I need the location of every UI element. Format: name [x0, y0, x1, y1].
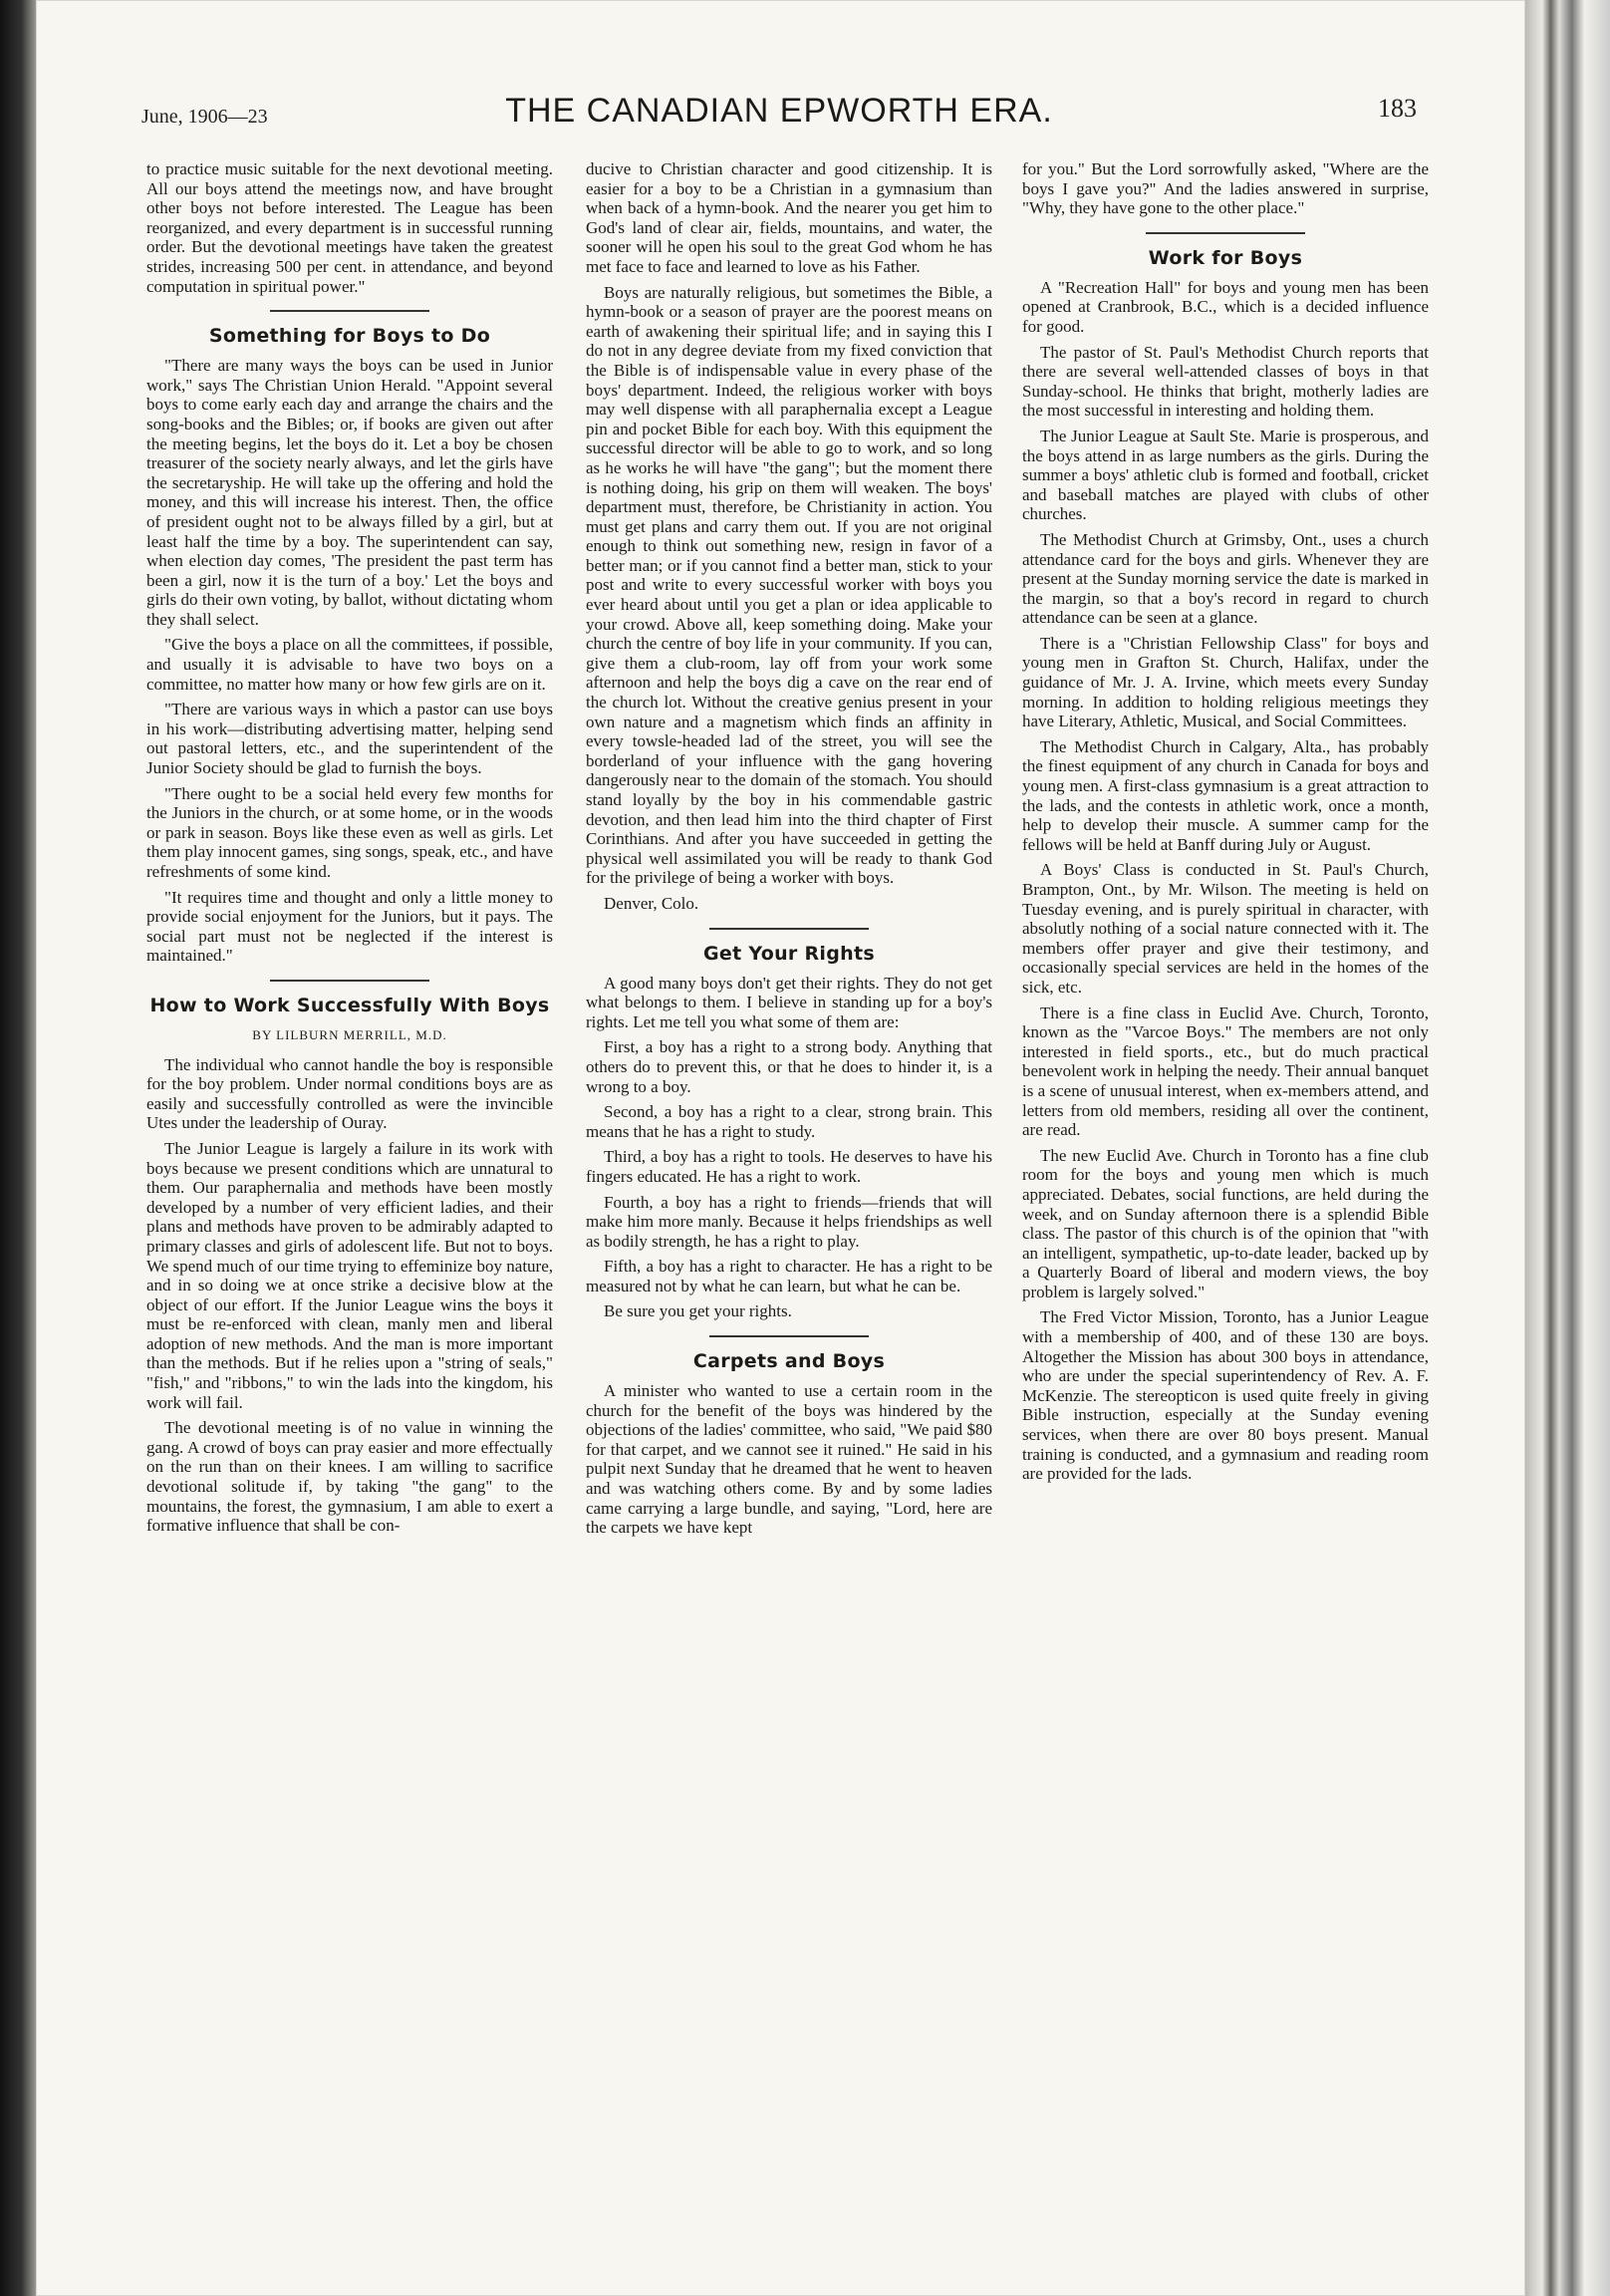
paragraph: "Give the boys a place on all the committees, if possible, and usually it is advisable to have two boys on a committee, no matter how many or how few girls are on it. [146, 635, 553, 694]
paragraph: "There ought to be a social held every few months for the Juniors in the church, or at some home, or in the woods or park in season. Boys like these even as well as girls. Let them play innocent games, sing songs, speak, etc., and have refreshments of some kind. [146, 783, 553, 881]
article-heading: Something for Boys to Do [208, 325, 491, 348]
paragraph: The Methodist Church at Grimsby, Ont., uses a church attendance card for the boys and girls. Whenever they are present at the Sunday morning service the date is marked in the margin, so that a boy's record in regard to church attendance can be seen at a glance. [1022, 529, 1429, 628]
column-left [146, 159, 553, 2182]
issue-date: June, 1906—23 [141, 106, 268, 128]
paragraph: The Junior League at Sault Ste. Marie is prosperous, and the boys attend in as large numbers as the girls. During the summer a boys' athletic club is formed and football, cricket and baseball matches are played with clubs of other churches. [1022, 426, 1429, 524]
paragraph: The Junior League is largely a failure in its work with boys because we present conditions which are unnatural to them. Our paraphernalia and methods have been mostly developed by a number of very efficient ladies, and their plans and methods have proven to be admirably adapted to primary classes and girls of adolescent life. But not to boys. We spend much of our time trying to effeminize boy nature, and in so doing we at once strike a decisive blow at the object of our effort. If the Junior League wins the boys it must be re-enforced with clean, manly men and liberal adoption of new methods. And the man is more important than the methods. But if he relies upon a "string of seals," "fish," and "ribbons," to win the lads into the kingdom, his work will fail. [146, 1138, 553, 1412]
article-heading: How to Work Successfully With Boys [149, 994, 550, 1016]
paragraph: Fourth, a boy has a right to friends—friends that will make him more manly. Because it helps friendships as well as bodily strength, he has a right to play. [586, 1192, 992, 1251]
page-header [141, 92, 1417, 132]
paragraph: "There are various ways in which a pastor can use boys in his work—distributing advertising matter, helping send out pastoral letters, etc., and the superintendent of the Junior Society should be glad to furnish the boys. [146, 700, 553, 778]
paragraph: A "Recreation Hall" for boys and young men has been opened at Cranbrook, B.C., which is a decided influence for good. [1022, 277, 1429, 336]
masthead-title: THE CANADIAN EPWORTH ERA. [505, 92, 1053, 130]
book-page-edges [1525, 0, 1610, 2296]
paragraph: Fifth, a boy has a right to character. He has a right to be measured not by what he can learn, but what he can be. [586, 1257, 992, 1295]
paragraph: Third, a boy has a right to tools. He deserves to have his fingers educated. He has a right to work. [586, 1147, 992, 1186]
paragraph: There is a fine class in Euclid Ave. Church, Toronto, known as the "Varcoe Boys." The members are not only interested in field sports., etc., but do much practical benevolent work in helping the needy. Their annual banquet is a scene of unusual interest, when ex-members attend, and letters from old members, residing all over the continent, are read. [1022, 1003, 1429, 1140]
paragraph: "It requires time and thought and only a little money to provide social enjoyment for the Juniors, but it pays. The social part must not be neglected if the interest is maintained." [146, 887, 553, 966]
paragraph: A good many boys don't get their rights. They do not get what belongs to them. I believe in standing up for a boy's rights. Let me tell you what some of them are: [586, 973, 992, 1031]
paragraph: The Methodist Church in Calgary, Alta., has probably the finest equipment of any church in Canada for boys and young men. A first-class gymnasium is a great attraction to the lads, and the contests in athletic work, once a month, help to develop their muscle. A summer camp for the fellows will be held at Banff during July or August. [1022, 736, 1429, 854]
column-right [1022, 159, 1429, 2182]
paragraph: "There are many ways the boys can be used in Junior work," says The Christian Union Herald. "Appoint several boys to come early each day and arrange the chairs and the song-books and the Bibles; or, if books are given out after the meeting begins, let the boys do it. Let a boy be chosen treasurer of the society nearly always, and let the girls have the secretaryship. He will take up the offering and hold the money, and this will increase his interest. Then, the office of president ought not to be always filled by a girl, but at least half the time by a boy. The superintendent can say, when election day comes, 'The president the past term has been a girl, now it is the turn of a boy.' Let the boys and girls do their own voting, by ballot, without dictating whom they shall select. [146, 356, 553, 629]
paragraph: ducive to Christian character and good citizenship. It is easier for a boy to be a Christian in a gymnasium than when back of a hymn-book. And the nearer you get him to God's land of clear air, fields, mountains, and water, the sooner will he open his soul to the great God whom he has met face to face and learned to love as his Father. [586, 159, 992, 276]
paragraph: A minister who wanted to use a certain room in the church for the benefit of the boys was hindered by the objections of the ladies' committee, who said, "We paid $80 for that carpet, and we cannot see it ruined." He said in his pulpit next Sunday that he dreamed that he went to heaven and was watching others come. By and by some ladies came carrying a large bundle, and saying, "Lord, here are the carpets we have kept [586, 1381, 992, 1538]
section-divider [709, 1335, 869, 1337]
paragraph: A Boys' Class is conducted in St. Paul's Church, Brampton, Ont., by Mr. Wilson. The meeting is held on Tuesday evening, and is purely spiritual in character, with absolutly nothing of a social nature connected with it. The members offer prayer and give their testimony, and occasionally special services are held in the homes of the sick, etc. [1022, 860, 1429, 997]
section-divider [709, 928, 869, 930]
paragraph: Boys are naturally religious, but sometimes the Bible, a hymn-book or a season of prayer are the poorest means on earth of awakening their spiritual life; and in saying this I do not in any degree deviate from my fixed conviction that the Bible is of indispensable value in every phase of the boys' department. Indeed, the religious worker with boys may well dispense with all paraphernalia except a League pin and pocket Bible for each boy. With this equipment the successful director will be able to go to work, and so long as he works he will have "the gang"; but the moment there is nothing doing, his grip on them will weaken. The boys' department must, therefore, be Christianity in action. You must get plans and carry them out. If you are not original enough to think out something new, resign in favor of a better man; or if you cannot find a better man, stick to your post and write to every successful worker with boys you ever heard about until you get a plan or idea applicable to your crowd. Above all, keep something doing. Make your church the centre of boy life in your community. If you can, give them a club-room, lay off from your work some afternoon and help the boys dig a cave on the rear end of the church lot. Without the creative genius present in your own nature and a magnetism which finds an affinity in every towsle-headed lad of the street, you will see the borderland of your influence with the gang hovering dangerously near to the domain of the stomach. You should stand loyally by the boy in his commendable gastric devotion, and then lead him into the third chapter of First Corinthians. And after you have succeeded in getting the physical well assimilated you will be ready to thank God for the privilege of being a worker with boys. [586, 282, 992, 888]
article-heading: Work for Boys [1148, 246, 1303, 269]
article-byline: BY LILBURN MERRILL, M.D. [252, 1026, 447, 1042]
paragraph: The new Euclid Ave. Church in Toronto has a fine club room for the boys and young men which is much appreciated. Debates, social functions, are held during the week, and on Sunday afternoon there is a splendid Bible class. The pastor of this church is of the opinion that "with an intelligent, sympathetic, up-to-date leader, backed up by a Quarterly Board of liberal and modern views, the boy problem is largely solved." [1022, 1145, 1429, 1301]
paragraph: to practice music suitable for the next devotional meeting. All our boys attend the meetings now, and have brought other boys not before interested. The League has been reorganized, and every department is in successful running order. But the devotional meetings have taken the greatest strides, increasing 500 per cent. in attendance, and beyond computation in spiritual power." [146, 159, 553, 296]
paragraph: Second, a boy has a right to a clear, strong brain. This means that he has a right to study. [586, 1102, 992, 1141]
section-divider [1146, 232, 1305, 234]
section-divider [270, 310, 429, 312]
paragraph: The individual who cannot handle the boy is responsible for the boy problem. Under normal conditions boys are as easily and successfully controlled as were the invincible Utes under the leadership of Ouray. [146, 1054, 553, 1133]
article-signoff: Denver, Colo. [604, 893, 699, 913]
article-heading: Get Your Rights [703, 942, 875, 965]
paragraph: Be sure you get your rights. [604, 1301, 792, 1321]
paragraph: for you." But the Lord sorrowfully asked, "Where are the boys I gave you?" And the ladies answered in surprise, "Why, they have gone to the other place." [1022, 159, 1429, 218]
paragraph: First, a boy has a right to a strong body. Anything that others do to prevent this, or that he does to hinder it, is a wrong to a boy. [586, 1037, 992, 1096]
page-number: 183 [1378, 94, 1417, 123]
section-divider [270, 980, 429, 982]
paragraph: The devotional meeting is of no value in winning the gang. A crowd of boys can pray easier and more effectually on the run than on their knees. I am willing to sacrifice devotional solitude if, by taking "the gang" to the mountains, the forest, the gymnasium, I am able to exert a formative influence that shall be con- [146, 1418, 553, 1536]
column-middle [586, 159, 992, 2182]
article-heading: Carpets and Boys [692, 1350, 886, 1373]
paragraph: The pastor of St. Paul's Methodist Church reports that there are several well-attended classes of boys in that Sunday-school. He thinks that bright, motherly ladies are the most successful in interesting and holding them. [1022, 342, 1429, 421]
paragraph: The Fred Victor Mission, Toronto, has a Junior League with a membership of 400, and of these 130 are boys. Altogether the Mission has about 300 boys in attendance, who are under the special superintendency of Rev. A. F. McKenzie. The stereopticon is used quite freely in giving Bible instruction, especially at the Sunday evening services, when there are over 80 boys present. Manual training is conducted, and a gymnasium and reading room are provided for the lads. [1022, 1307, 1429, 1484]
book-binding-left [0, 0, 36, 2296]
paragraph: There is a "Christian Fellowship Class" for boys and young men in Grafton St. Church, Halifax, under the guidance of Mr. J. A. Irvine, which meets every Sunday morning. In addition to holding religious meetings they have Literary, Athletic, Musical, and Social Committees. [1022, 633, 1429, 731]
